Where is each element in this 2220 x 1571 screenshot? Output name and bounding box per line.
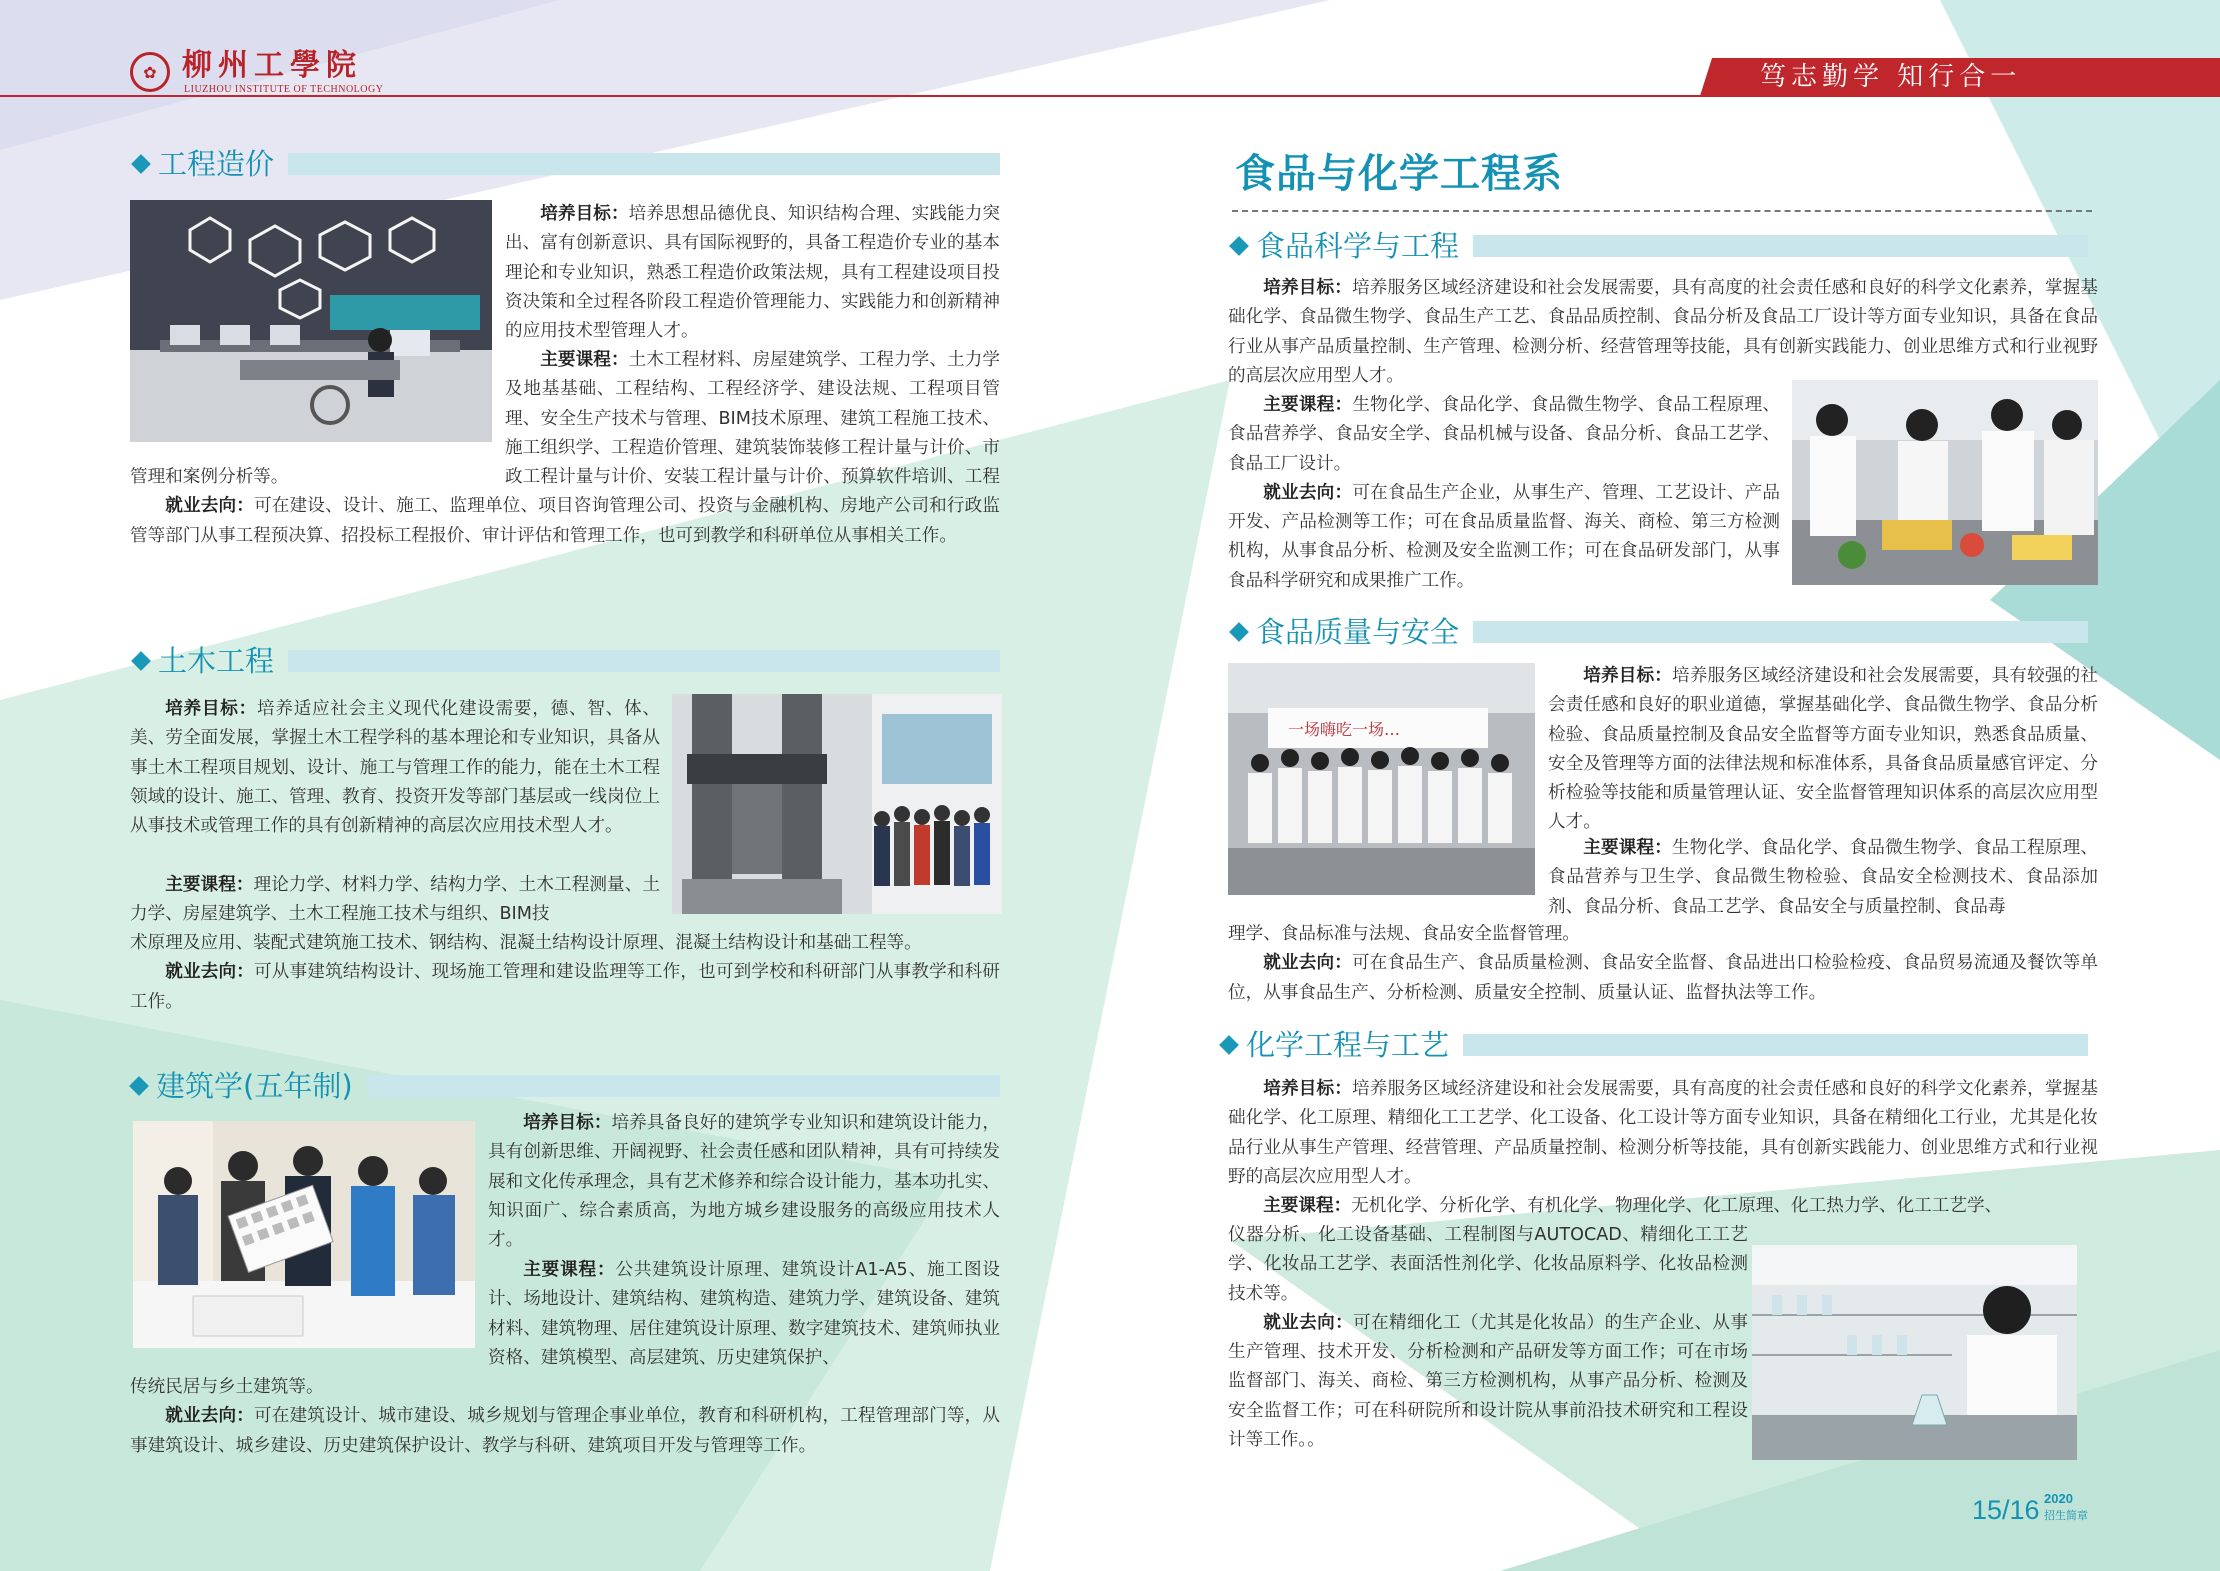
school-name-cn: 柳州工學院 [182,48,362,83]
diamond-icon [1229,236,1249,256]
section-title-architecture: 建筑学(五年制) [128,1066,1000,1106]
department-title: 食品与化学工程系 [1235,151,1563,197]
title-bar [1463,1034,2088,1056]
title-bar [288,153,1000,175]
photo-computer-lab [130,200,492,442]
photo-architecture-model [133,1121,475,1348]
title-bar [288,650,1000,672]
motto-text: 笃志勤学 知行合一 [1760,62,2022,92]
page-number: 15/16 2020 招生简章 [1972,1491,2088,1525]
footer-year: 2020 [2044,1491,2073,1506]
section-text-upper-arch: 培养目标：培养具备良好的建筑学专业知识和建筑设计能力，具有创新思维、开阔视野、社会责任感和团队精神，具有可持续发展和文化传承理念，具有艺术修养和综合设计能力，基本功扎实、知识面广、综合素质高，为地方城乡建设服务的高级应用技术人才。 [488,1113,1000,1251]
section-text-upper-quality: 培养目标：培养服务区域经济建设和社会发展需要，具有较强的社会责任感和良好的职业道德，掌握基础化学、食品微生物学、食品分析检验、食品质量控制及食品安全监督等方面专业知识，熟悉食品质量、安全及管理等方面的法律法规和标准体系，具备食品质量感官评定、分析检验等技能和质量管理认证、安全监督管理知识体系的高层次应用型人才。 [1548,666,2098,833]
section-text-upper-civil: 培养目标：培养适应社会主义现代化建设需要，德、智、体、美、劳全面发展，掌握土木工程学科的基本理论和专业知识，具备从事土木工程项目规划、设计、施工与管理工作的能力，能在土木工程领域的设计、施工、管理、教育、投资开发等部门基层或一线岗位上从事技术或管理工作的具有创新精神的高层次应用技术型人才。 [130,699,660,837]
footer-booklet: 招生简章 [2044,1510,2088,1522]
diamond-icon [1219,1035,1239,1055]
diamond-icon [131,154,151,174]
photo-group-students [1228,663,1535,895]
section-text-lower-quality: 理学、食品标准与法规、食品安全监督管理。 就业去向：可在食品生产、食品质量检测、食品安全监督、食品进出口检验检疫、食品贸易流通及餐饮等单位，从事食品生产、分析检测、质量安全控制、质量认证、监督执法等工作。 [1228,924,2098,1003]
section-title-food-quality: 食品质量与安全 [1228,612,2088,652]
school-name-en: LIUZHOU INSTITUTE OF TECHNOLOGY [184,84,384,95]
section-text-lower-chem: 仪器分析、化工设备基础、工程制图与AUTOCAD、精细化工工艺学、化妆品工艺学、表面活性剂化学、化妆品原料学、化妆品检测技术等。 就业去向：可在精细化工（尤其是化妆品）的生产企业、从事生产管理、技术开发、分析检测和产品研发等方面工作；可在市场监督部门、海关、商检、第三方检测机构，从事产品分析、检测及安全监督工作；可在科研院所和设计院从事前沿技术研究和工程设计等工作。。 [1228,1225,1748,1451]
section-text-course-arch-a: 主要课程：公共建筑设计原理、建筑设计A1-A5、施工图设计、场地设计、建筑结构、建筑构造、建筑力学、建筑设备、建筑材料、建筑物理、居住建筑设计原理、数字建筑技术、建筑师执业资格、建筑模型、高层建筑、历史建筑保护、 [488,1260,1000,1368]
photo-food-lab [1792,380,2098,585]
section-title-food-science: 食品科学与工程 [1228,226,2088,266]
section-text-upper-cost: 培养目标：培养思想品德优良、知识结构合理、实践能力突出、富有创新意识、具有国际视野的，具备工程造价专业的基本理论和专业知识，熟悉工程造价政策法规，具有工程建设项目投资决策和全过程各阶段工程造价管理能力、实践能力和创新精神的应用技术型管理人才。 [505,204,1000,342]
photo-structure-lab [672,694,1002,914]
section-text-upper-food: 培养目标：培养服务区域经济建设和社会发展需要，具有高度的社会责任感和良好的科学文化素养，掌握基础化学、食品微生物学、食品生产工艺、食品品质控制、食品分析及食品工厂设计等方面专业知识，具备在食品行业从事产品质量控制、生产管理、检测分析、经营管理等技能，具有创新实践能力、创业思维方式和行业视野的高层次应用型人才。 [1228,278,2098,386]
title-bar [367,1075,1000,1097]
title-bar [1473,235,2088,257]
diamond-icon [131,651,151,671]
diamond-icon [1229,622,1249,642]
section-text-course-civil-a: 主要课程：理论力学、材料力学、结构力学、土木工程测量、土力学、房屋建筑学、土木工程施工技术与组织、BIM技 [130,875,660,925]
section-text-course-quality-a: 主要课程：生物化学、食品化学、食品微生物学、食品工程原理、食品营养与卫生学、食品微生物检验、食品安全检测技术、食品添加剂、食品分析、食品工艺学、食品安全与质量控制、食品毒 [1548,838,2098,917]
section-title-civil-engineering: 土木工程 [130,641,1000,681]
section-text-upper-chem: 培养目标：培养服务区域经济建设和社会发展需要，具有高度的社会责任感和良好的科学文化素养，掌握基础化学、化工原理、精细化工工艺学、化工设备、化工设计等方面专业知识，具备在精细化工行业，尤其是化妆品行业从事生产管理、经营管理、产品质量控制、检测分析等技能，具有创新实践能力、创业思维方式和行业视野的高层次应用型人才。 主要课程：无机化学、分析化学、有机化学、物理化学、化工原理、化工热力学、化工工艺学、 [1228,1079,2098,1217]
title-bar [1473,621,2088,643]
school-seal-logo: ✿ [130,52,170,92]
section-title-chemical-engineering: 化学工程与工艺 [1218,1025,2088,1065]
photo-chem-lab [1752,1245,2077,1460]
section-text-lower-civil: 术原理及应用、装配式建筑施工技术、钢结构、混凝土结构设计原理、混凝土结构设计和基础工程等。 就业去向：可从事建筑结构设计、现场施工管理和建设监理等工作，也可到学校和科研部门从事教学和科研工作。 [130,933,1000,1012]
section-text-course-cost: 主要课程：土木工程材料、房屋建筑学、工程力学、土力学及地基基础、工程结构、工程经济学、建设法规、工程项目管理、安全生产技术与管理、BIM技术原理、建筑工程施工技术、施工组织学、工程造价管理、建筑装饰装修工程计量与计价、市政工程计量与计价、安装工程计量与计价、预算软件培训、工程 [505,350,1000,488]
svg-text:一场嗨吃一场…: 一场嗨吃一场… [1288,720,1401,739]
section-text-lower-arch: 传统民居与乡土建筑等。 就业去向：可在建筑设计、城市建设、城乡规划与管理企事业单位，教育和科研机构，工程管理部门等，从事建筑设计、城乡建设、历史建筑保护设计、教学与科研、建筑项目开发与管理等工作。 [130,1377,1000,1456]
section-text-lower-cost: 管理和案例分析等。 就业去向：可在建设、设计、施工、监理单位、项目咨询管理公司、投资与金融机构、房地产公司和行政监管等部门从事工程预决算、招投标工程报价、审计评估和管理工作，也可到教学和科研单位从事相关工作。 [130,467,1000,546]
section-text-lower-food: 主要课程：生物化学、食品化学、食品微生物学、食品工程原理、食品营养学、食品安全学、食品机械与设备、食品分析、食品工艺学、食品工厂设计。 就业去向：可在食品生产企业，从事生产、管理、工艺设计、产品开发、产品检测等工作；可在食品质量监督、海关、商检、第三方检测机构，从事食品分析、检测及安全监测工作；可在食品研发部门，从事食品科学研究和成果推广工作。 [1228,395,1780,591]
section-title-cost-engineering: 工程造价 [130,144,1000,184]
dashed-divider [1232,210,2092,212]
diamond-icon [129,1076,149,1096]
